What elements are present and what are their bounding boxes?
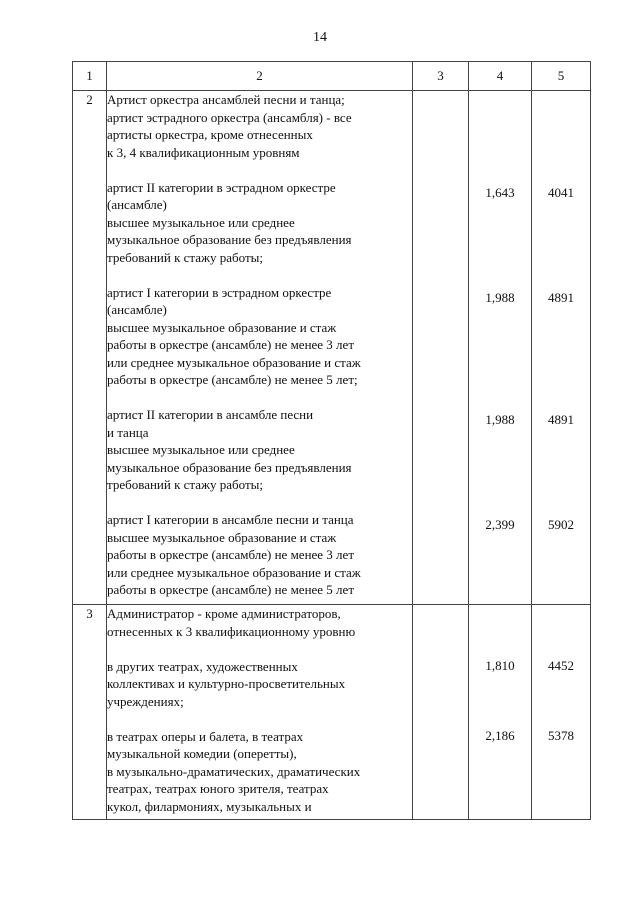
- table-row: [73, 91, 591, 605]
- salary-value: 4891: [548, 289, 574, 305]
- header-col-1: 1: [73, 62, 107, 91]
- header-col-2: 2: [107, 62, 413, 91]
- coefficient-value: 1,988: [485, 412, 515, 427]
- coefficient-column: [469, 91, 532, 605]
- salary-table: [72, 61, 591, 820]
- header-col-4: 4: [469, 62, 532, 91]
- position-item-text: в других театрах, художественных коллективах и культурно-просветительных учреждениях;: [107, 658, 346, 709]
- coefficient-value: 1,988: [485, 289, 515, 305]
- row-number: 2: [73, 91, 107, 605]
- coefficient-value: 2,399: [485, 516, 515, 532]
- row-col-3: [413, 91, 469, 605]
- coefficient-value: 2,186: [485, 727, 515, 743]
- salary-value: 5902: [548, 516, 574, 532]
- coefficient-value: 1,810: [485, 658, 515, 673]
- position-item-text: в театрах оперы и балета, в театрах музыкальной комедии (оперетты), в музыкально-драматических, драматических театрах, театрах юного зрителя, театрах кукол, филармониях, музыкальных и: [107, 728, 361, 814]
- salary-column: [532, 91, 591, 605]
- salary-column: [532, 605, 591, 820]
- salary-value: 4041: [548, 185, 574, 200]
- header-col-3: 3: [413, 62, 469, 91]
- table-header-row: [73, 62, 591, 91]
- row-number: 3: [73, 605, 107, 820]
- position-item-text: артист II категории в эстрадном оркестре (ансамбле) высшее музыкальное или среднее музыкальное образование без предъявления требований к стажу работы;: [107, 179, 352, 265]
- salary-value: 4452: [548, 658, 574, 673]
- coefficient-column: [469, 605, 532, 820]
- position-item-text: артист II категории в ансамбле песни и танца высшее музыкальное или среднее музыкальное образование без предъявления требований к стажу работы;: [107, 407, 352, 492]
- position-item-text: артист I категории в эстрадном оркестре (ансамбле) высшее музыкальное образование и стаж работы в оркестре (ансамбле) не менее 3 лет или среднее музыкальное образование и стаж работы в оркестре (ансамбле) не менее 5 лет;: [107, 284, 361, 387]
- row-description: [107, 91, 413, 605]
- coefficient-value: 1,643: [485, 185, 515, 200]
- position-heading: Артист оркестра ансамблей песни и танца; артист эстрадного оркестра (ансамбля) - все артисты оркестра, кроме отнесенных к 3, 4 квалификационным уровням: [107, 92, 352, 160]
- salary-value: 5378: [548, 727, 574, 743]
- salary-value: 4891: [548, 412, 574, 427]
- row-col-3: [413, 605, 469, 820]
- position-item-text: артист I категории в ансамбле песни и танца высшее музыкальное образование и стаж работы в оркестре (ансамбле) не менее 3 лет или среднее музыкальное образование и стаж работы в оркестре (ансамбле) не менее 5 лет: [107, 512, 361, 597]
- table-row: [73, 605, 591, 820]
- row-description: [107, 605, 413, 820]
- header-col-5: 5: [532, 62, 591, 91]
- position-heading: Администратор - кроме администраторов, отнесенных к 3 квалификационному уровню: [107, 606, 356, 639]
- page-number: 14: [313, 30, 327, 45]
